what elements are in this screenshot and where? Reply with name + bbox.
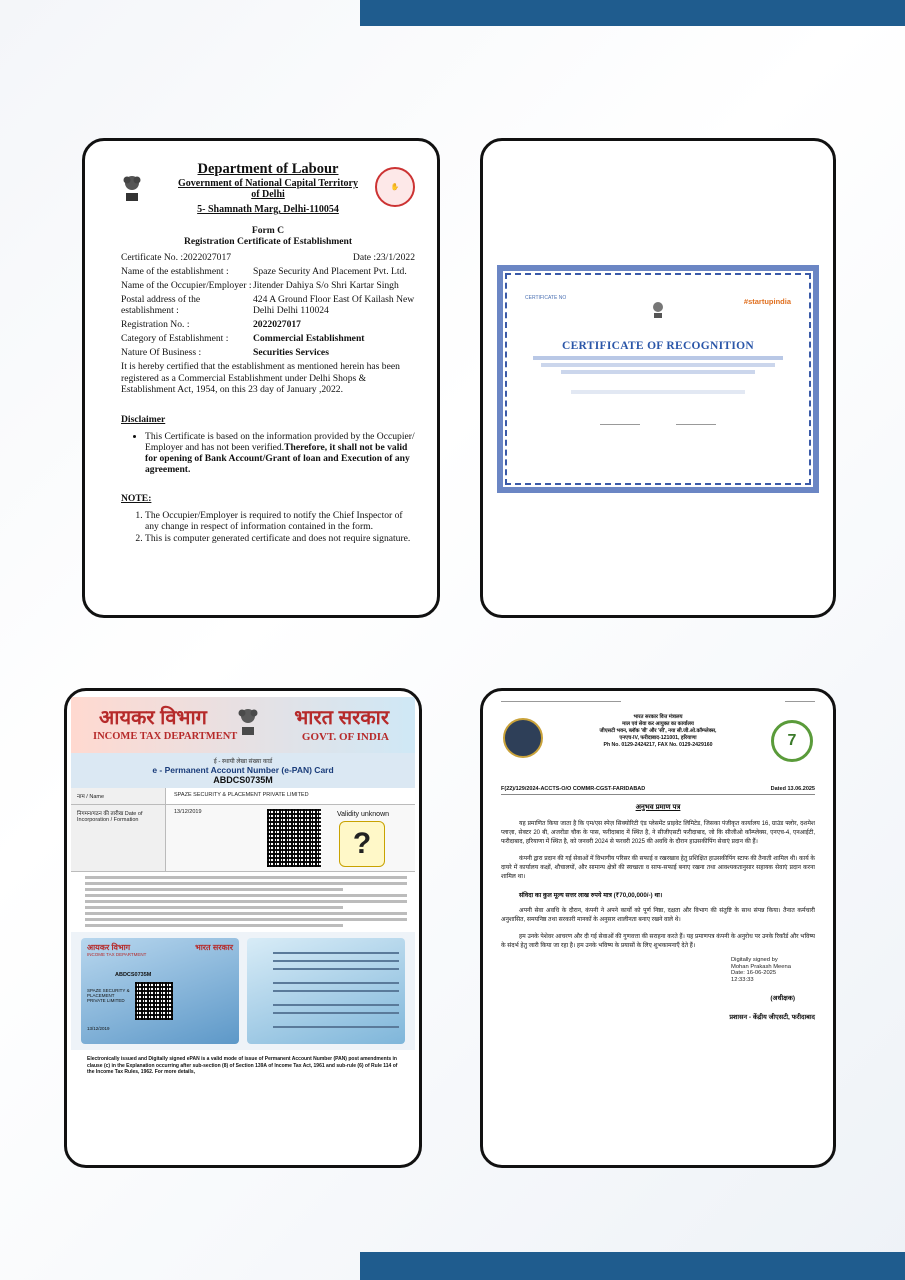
letter-date: Dated 13.06.2025 (770, 786, 815, 792)
detail-value: Spaze Security And Placement Pvt. Ltd. (253, 266, 407, 277)
certificate-no-tag: CERTIFICATE NO (525, 295, 567, 301)
info-line (85, 912, 407, 915)
fine-print-line (541, 363, 775, 367)
detail-value: Securities Services (253, 347, 329, 358)
recognition-frame (497, 265, 819, 493)
phone-line: Ph No. 0129-2424217, FAX No. 0129-2429160 (603, 742, 713, 748)
fine-print-line (571, 390, 745, 394)
pan-number: ABDCS0735M (213, 775, 273, 785)
note-heading: NOTE: (121, 492, 152, 504)
info-line (85, 906, 343, 909)
detail-row (121, 333, 415, 344)
govt-india-english: GOVT. OF INDIA (301, 731, 389, 743)
info-line (85, 888, 343, 891)
card-back-line (273, 968, 399, 970)
detail-row (121, 266, 415, 277)
doi-label: निगमन/गठन की तारीख Date of Incorporation / Formation (71, 805, 166, 871)
signature-line (676, 424, 716, 425)
signer-name: Mohan Prakash Meena (731, 963, 791, 970)
department-address: 5- Shamnath Marg, Delhi-110054 (197, 204, 339, 215)
registration-title: Registration Certificate of Establishment (183, 236, 353, 247)
gst-header (501, 710, 815, 782)
info-line (85, 876, 407, 879)
national-emblem-icon (651, 299, 665, 319)
card-back-line (273, 1026, 399, 1028)
detail-value: 2022027017 (253, 319, 301, 330)
divider (501, 794, 815, 795)
disclaimer-text: This Certificate is based on the information provided by the Occupier/ Employer and has not been verified. (145, 430, 415, 453)
digital-signature (731, 957, 815, 983)
pan-card-front (81, 938, 239, 1044)
pan-info-text (71, 872, 415, 932)
top-band (360, 0, 905, 26)
gst-experience-card (480, 688, 836, 1168)
startupindia-logo: #startupindia (743, 297, 791, 306)
detail-row (121, 280, 415, 291)
name-label: नाम / Name (71, 788, 166, 804)
validity-status: Validity unknown (337, 811, 390, 818)
card-date: 13/12/2019 (87, 1026, 110, 1031)
card-income-tax-english: INCOME TAX DEPARTMENT (87, 952, 147, 957)
office-line: माल एवं सेवा कर आयुक्त का कार्यालय (622, 721, 694, 727)
top-ref-line (501, 701, 621, 702)
detail-label: Name of the Occupier/Employer : (121, 280, 252, 291)
card-holder-name: SPAZE SECURITY & PLACEMENT PRIVATE LIMITED (87, 988, 130, 1003)
pan-subheader (71, 753, 415, 788)
signature-line (600, 424, 640, 425)
epan-card (64, 688, 422, 1168)
experience-certificate-title: अनुभव प्रमाण पत्र (635, 804, 681, 811)
detail-label: Category of Establishment : (121, 333, 229, 344)
card-back-line (273, 1012, 399, 1014)
issuing-office: प्रशासन - केंद्रीय जीएसटी, फरीदाबाद (729, 1014, 815, 1022)
pan-card-images (71, 932, 415, 1050)
pan-qr-code (267, 809, 321, 867)
paragraph: अपनी सेवा अवधि के दौरान, कंपनी ने अपने कार्यों को पूर्ण निष्ठा, दक्षता और विभाग की संतुष्टि के साथ संपन्न किया। तैनात कर्मचारी अनुशासित, समयनिष्ठ तथा सरकारी मानकों के अनुसार शालीनता बनाए रखने वाले थे। (501, 908, 815, 923)
card-income-tax-hindi: आयकर विभाग (87, 943, 131, 952)
paragraph: यह प्रमाणित किया जाता है कि एम/एस स्पेज़ सिक्योरिटी एंड प्लेसमेंट प्राइवेट लिमिटेड, जिसका पंजीकृत कार्यालय 16, ग्राउंड फ्लोर, दशमेश प्लाज़ा, सेक्टर 20 बी, अजरोंडा चौक के पास, फरीदाबाद में स्थित है, ने सीजीएसटी फरीदाबाद, जो कि सीजीओ कॉम्प्लेक्स, एनएच-4, एनआईटी, फरीदाबाद, हरियाणा में स्थित है, को जनवरी 2024 से फरवरी 2025 की अवधि के दौरान हाउसकीपिंग सेवाएं प्रदान की हैं। (501, 821, 815, 845)
certification-text: It is hereby certified that the establishment as mentioned herein has been registered as a Commercial Establishment under Delhi Shops & Establishment Act, 1954, on this 23 day of January ,2022. (121, 361, 400, 395)
doi-value: 13/12/2019 (174, 809, 202, 815)
designation: (अधीक्षक) (770, 995, 795, 1003)
contract-amount: संविदा का कुल मूल्य सत्तर लाख रुपये मात्र (₹70,00,000/-) था। (519, 892, 663, 899)
card-back-line (273, 982, 399, 984)
bottom-band (360, 1252, 905, 1280)
paragraph: हम उनके पेशेवर आचरण और दी गई सेवाओं की गुणवत्ता की सराहना करते हैं। यह प्रमाणपत्र कंपनी के अनुरोध पर उनके रिकॉर्ड और भविष्य के संदर्भ हेतु जारी किया जा रहा है। हम उनके भविष्य के प्रयासों के लिए शुभकामनाएँ देते हैं। (501, 934, 815, 949)
document-top-strip (501, 701, 815, 702)
certificate-number-row (121, 252, 415, 263)
recognition-title: CERTIFICATE OF RECOGNITION (561, 340, 755, 352)
info-line (85, 894, 407, 897)
recognition-certificate-card (480, 138, 836, 618)
recognition-date-row (521, 424, 795, 425)
card-pan-number: ABDCS0735M (115, 972, 152, 978)
detail-value: 424 A Ground Floor East Of Kailash New Delhi Delhi 110024 (253, 294, 415, 316)
pan-name-row (71, 788, 415, 805)
certificate-number: Certificate No. :2022027017 (121, 252, 232, 263)
building-line: जीएसटी भवन, ब्लॉक 'बी' और 'सी', नया सी.जी.ओ.कॉम्प्लेक्स, (599, 728, 717, 734)
note-list (121, 510, 415, 544)
income-tax-hindi: आयकर विभाग (99, 707, 207, 729)
government-line-2: of Delhi (251, 189, 285, 200)
note-item: 1. The Occupier/Employer is required to notify the Chief Inspector of any change in respect of information contained in the form. (145, 510, 415, 532)
card-back-line (273, 990, 399, 992)
question-mark-icon: ? (339, 821, 385, 867)
certificate-date: Date :23/1/2022 (352, 252, 415, 263)
detail-value: Commercial Establishment (253, 333, 365, 344)
top-ref-line (785, 701, 815, 702)
signature-date: Date: 16-06-2025 (731, 970, 777, 977)
card-govt-hindi: भारत सरकार (195, 943, 233, 952)
detail-row (121, 294, 415, 316)
detail-label: Postal address of the establishment : (121, 294, 201, 316)
national-emblem-icon (121, 171, 143, 203)
ministry-line: भारत सरकार वित्त मंत्रालय (633, 714, 683, 720)
card-back-line (273, 952, 399, 954)
pan-footer-text: Electronically issued and Digitally signed ePAN is a valid mode of issue of Permanent Account Number (PAN) post amendments in clause (c) in the Explanation occurring after sub-section (8) of Section 139A of Income Tax Act, 1961 and sub-rule (6) of Rule 114 of the Income Tax Rules, 1962. For more details, (87, 1056, 398, 1075)
gst-anniversary-icon: 7 (771, 720, 813, 762)
fine-print-line (561, 370, 755, 374)
detail-row (121, 319, 415, 330)
name-value: SPAZE SECURITY & PLACEMENT PRIVATE LIMITED (174, 792, 309, 798)
department-title: Department of Labour (197, 161, 339, 177)
cbic-seal-icon (503, 718, 543, 758)
govt-india-hindi: भारत सरकार (294, 707, 389, 729)
signature-time: 12:33:33 (731, 976, 754, 983)
detail-label: Registration No. : (121, 319, 190, 330)
epan-hindi-title: ई - स्थायी लेखा संख्या कार्ड (213, 759, 273, 765)
pan-card-back (247, 938, 405, 1044)
disclaimer-heading: Disclaimer (121, 413, 166, 425)
paragraph: कंपनी द्वारा प्रदान की गई सेवाओं में विभागीय परिसर की सफाई व रखरखाव हेतु प्रशिक्षित हाउसकीपिंग स्टाफ की तैनाती शामिल थी। कार्य के दायरे में कार्यालय कक्षों, शौचालयों, और सामान्य क्षेत्रों की स्वच्छता व साफ-सफाई बनाए रखना तथा आवश्यकतानुसार सहायक सेवाएं प्रदान करना शामिल था। (501, 856, 815, 880)
note-item: 2. This is computer generated certificate and does not require signature. (145, 533, 415, 544)
city-line: एनएच-IV, फरीदाबाद-121001, हरियाणा (619, 735, 697, 741)
government-line-1: Government of National Capital Territory (178, 178, 358, 189)
detail-value: Jitender Dahiya S/o Shri Kartar Singh (253, 280, 399, 291)
disclaimer-list (121, 431, 415, 475)
reference-row (501, 786, 815, 792)
labour-header (121, 161, 415, 215)
card-back-line (273, 1004, 399, 1006)
card-back-line (273, 960, 399, 962)
pan-header (71, 697, 415, 753)
pan-details-block (71, 805, 415, 872)
detail-row (121, 347, 415, 358)
info-line (85, 882, 407, 885)
file-reference: F(22)/129/2024-ACCTS-O/O COMMR-CGST-FARIDABAD (501, 786, 646, 792)
card-qr-code (135, 982, 173, 1020)
labour-dept-logo: ✋ (375, 167, 415, 207)
info-line (85, 924, 343, 927)
detail-label: Name of the establishment : (121, 266, 229, 277)
income-tax-english: INCOME TAX DEPARTMENT (93, 731, 238, 742)
disclaimer-item (145, 431, 415, 475)
form-label: Form C (251, 225, 285, 236)
info-line (85, 918, 407, 921)
epan-title: e - Permanent Account Number (e-PAN) Card (152, 765, 334, 775)
info-line (85, 900, 407, 903)
signature-line-1: Digitally signed by (731, 957, 778, 963)
fine-print-line (533, 356, 783, 360)
labour-certificate-card (82, 138, 440, 618)
national-emblem-icon (237, 703, 259, 737)
disclaimer-bold-text: Therefore, it shall not be valid for opening of Bank Account/Grant of loan and Execution of any agreement. (145, 441, 410, 475)
detail-label: Nature Of Business : (121, 347, 202, 358)
